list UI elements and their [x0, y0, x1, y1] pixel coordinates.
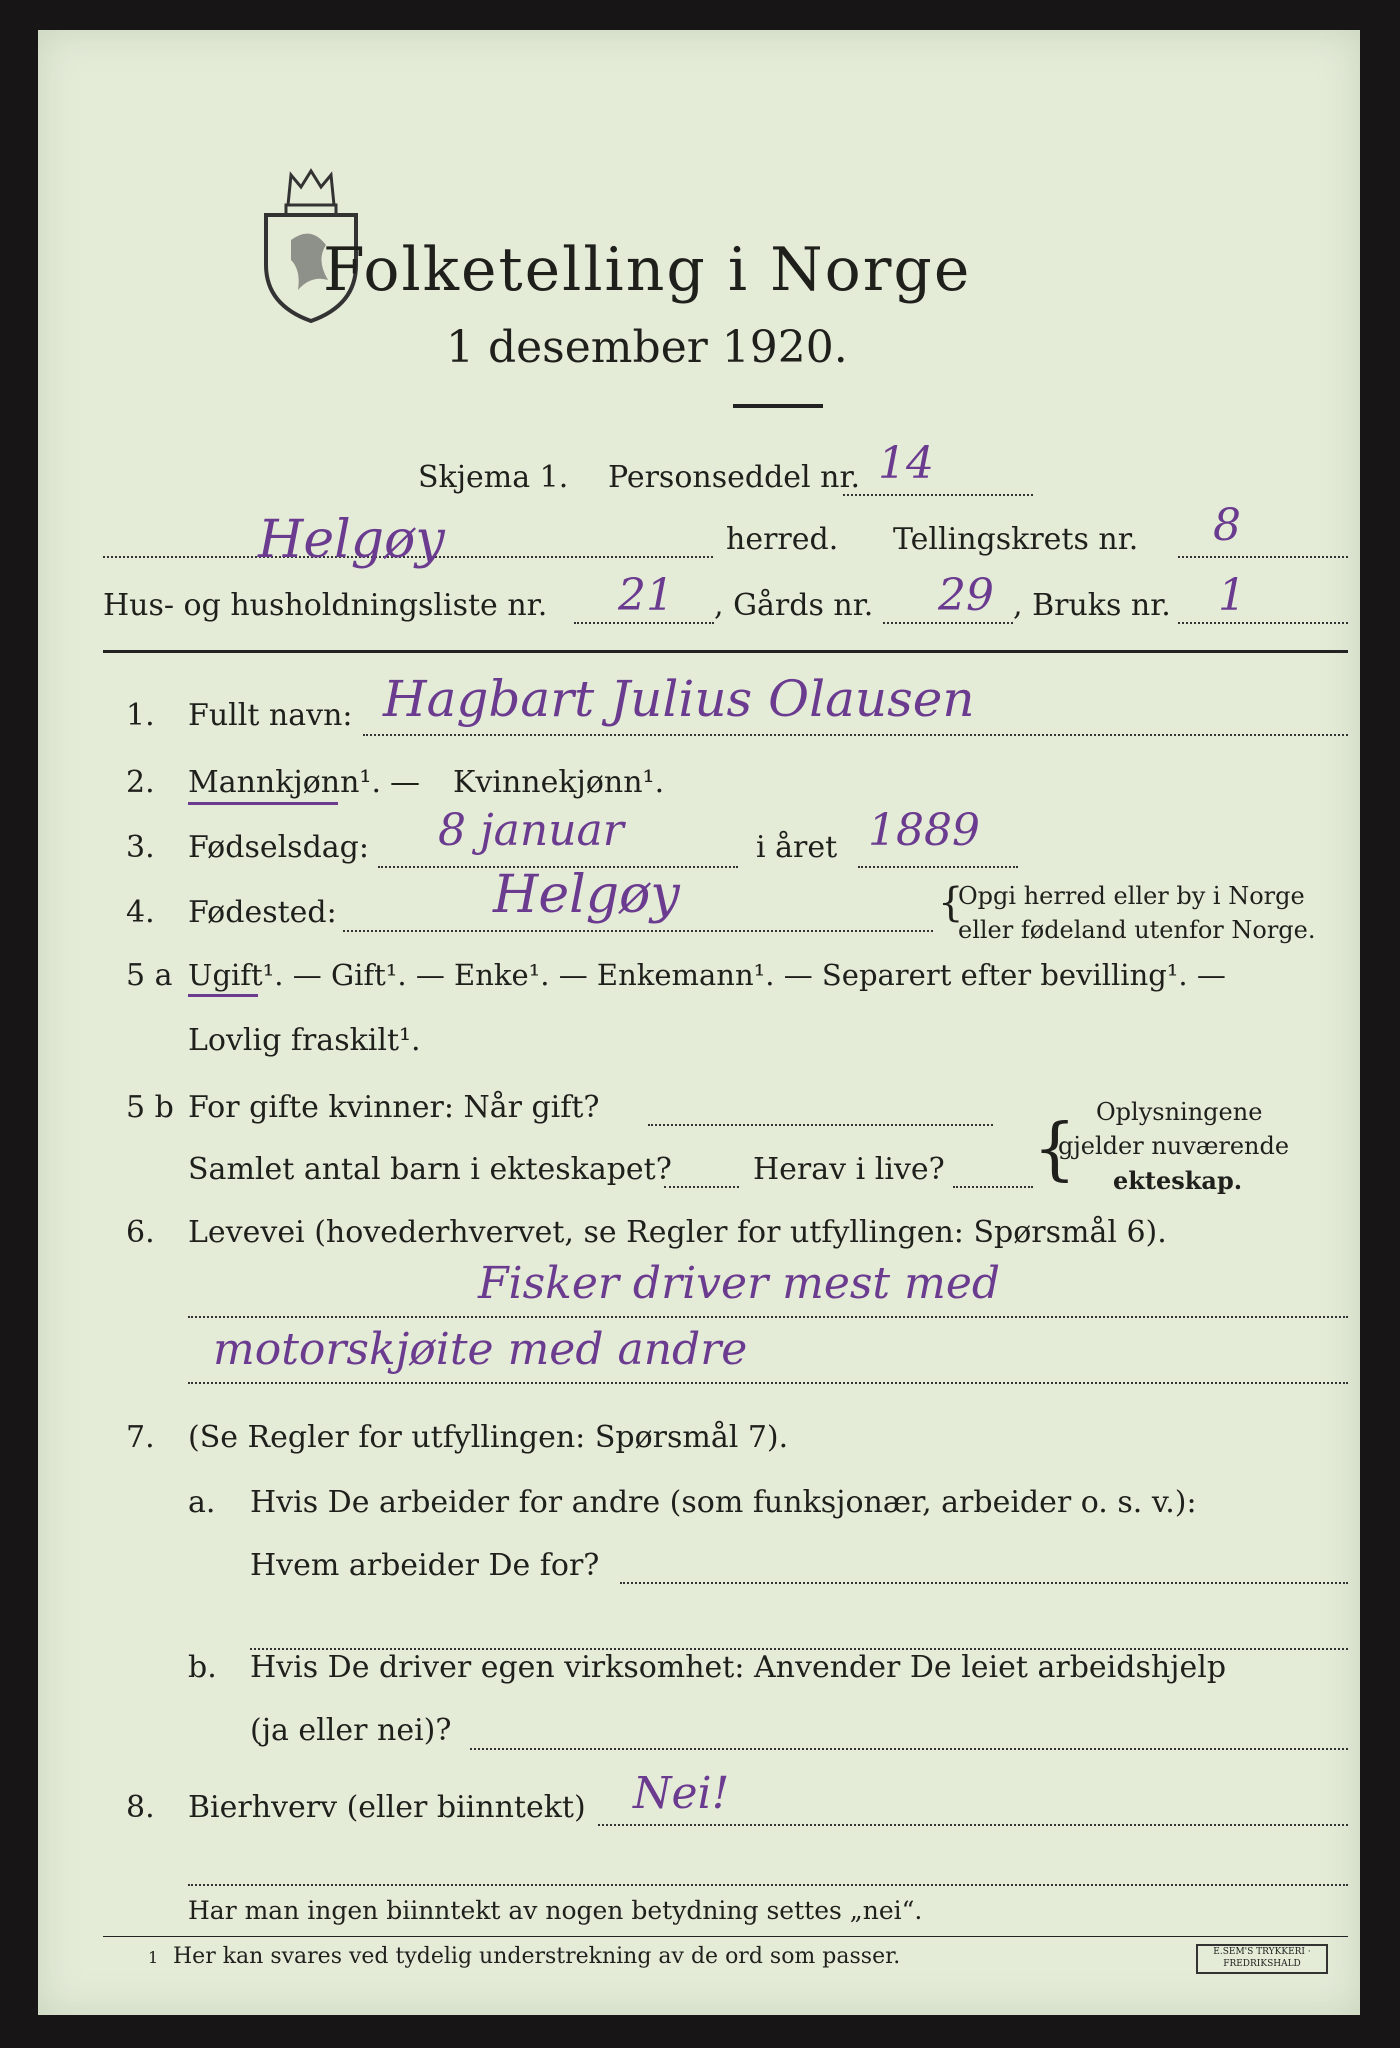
birthplace-value: Helgøy [493, 865, 680, 925]
personseddel-value: 14 [878, 438, 934, 489]
q7-label: (Se Regler for utfyllingen: Spørsmål 7). [188, 1420, 789, 1455]
q4-note-brace: { [938, 880, 964, 926]
q5b-alive-label: Herav i live? [753, 1152, 945, 1187]
married-date-field[interactable] [648, 1124, 993, 1126]
full-name-field[interactable] [363, 734, 1348, 736]
q4-label: Fødested: [188, 895, 337, 930]
q5a-options-cont[interactable]: Lovlig fraskilt¹. [188, 1023, 421, 1058]
q3-label: Fødselsdag: [188, 830, 369, 865]
birthplace-field[interactable] [343, 930, 933, 932]
gards-field[interactable] [883, 622, 1013, 624]
q6-number: 6. [126, 1215, 155, 1250]
q2-number: 2. [126, 765, 155, 800]
q5b-note-brace: { [1033, 1110, 1077, 1189]
q5b-note-line2: gjelder nuværende [1058, 1132, 1290, 1160]
q8-number: 8. [126, 1790, 155, 1825]
footnote-text: Her kan svares ved tydelig understrekning av de ord som passer. [173, 1944, 901, 1969]
tellingskrets-field[interactable] [1178, 556, 1348, 558]
q1-label: Fullt navn: [188, 698, 353, 733]
q2-female-option[interactable]: Kvinnekjønn¹. [453, 765, 665, 800]
children-count-field[interactable] [664, 1186, 739, 1188]
skjema-label: Skjema 1. [418, 460, 569, 495]
q2-male-label: Mannkjønn¹. [188, 765, 381, 800]
q1-number: 1. [126, 698, 155, 733]
q5b-note-line1: Oplysningene [1096, 1098, 1263, 1126]
birthdate-value: 8 januar [438, 805, 624, 856]
q8-note: Har man ingen biinntekt av nogen betydning settes „nei“. [188, 1896, 923, 1925]
side-income-value: Nei! [633, 1768, 730, 1819]
census-form-page [38, 30, 1360, 2015]
hus-value: 21 [618, 570, 674, 621]
full-name-value: Hagbart Julius Olausen [383, 670, 975, 728]
q4-number: 4. [126, 895, 155, 930]
q7b-letter: b. [188, 1650, 217, 1685]
q4-note-line1: Opgi herred eller by i Norge [958, 882, 1305, 910]
hus-label: Hus- og husholdningsliste nr. [103, 588, 548, 623]
children-alive-field[interactable] [953, 1186, 1033, 1188]
hired-help-field[interactable] [470, 1748, 1348, 1750]
side-income-field-line2[interactable] [188, 1884, 1348, 1886]
header-divider [103, 650, 1348, 653]
q2-male-option[interactable] [188, 765, 381, 800]
ugift-underline-mark [188, 994, 258, 997]
q5b-number: 5 b [126, 1090, 174, 1125]
side-income-field[interactable] [598, 1824, 1348, 1826]
tellingskrets-label: Tellingskrets nr. [893, 522, 1139, 557]
q5b-children-label: Samlet antal barn i ekteskapet? [188, 1152, 672, 1187]
q3-year-label: i året [756, 830, 838, 865]
personseddel-label: Personseddel nr. [608, 460, 861, 495]
male-underline-mark [188, 802, 338, 805]
q7b-label2: (ja eller nei)? [250, 1713, 452, 1748]
q7b-label: Hvis De driver egen virksomhet: Anvender De leiet arbeidshjelp [250, 1650, 1227, 1685]
occupation-value-line2: motorskjøite med andre [213, 1324, 748, 1375]
title-divider [733, 404, 823, 408]
tellingskrets-value: 8 [1213, 500, 1241, 551]
q5b-label: For gifte kvinner: Når gift? [188, 1090, 600, 1125]
footnote-marker: 1 [148, 1948, 159, 1967]
q7a-letter: a. [188, 1485, 216, 1520]
occupation-value-line1: Fisker driver mest med [478, 1258, 1001, 1309]
q2-separator: — [390, 765, 420, 800]
birthyear-field[interactable] [858, 866, 1018, 868]
q8-label: Bierhverv (eller biinntekt) [188, 1790, 586, 1825]
birthyear-value: 1889 [868, 805, 980, 856]
personseddel-field[interactable] [843, 494, 1033, 496]
q3-number: 3. [126, 830, 155, 865]
q5b-note-line3: ekteskap. [1113, 1166, 1243, 1195]
census-date: 1 desember 1920. [446, 322, 848, 373]
bruks-label: , Bruks nr. [1013, 588, 1171, 623]
bruks-value: 1 [1218, 570, 1246, 621]
gards-label: , Gårds nr. [714, 588, 874, 623]
q7a-label: Hvis De arbeider for andre (som funksjonær, arbeider o. s. v.): [250, 1485, 1197, 1520]
occupation-field-line2[interactable] [188, 1382, 1348, 1384]
form-title: Folketelling i Norge [323, 235, 972, 305]
herred-value: Helgøy [258, 510, 445, 570]
q5a-number: 5 a [126, 958, 173, 993]
q7-number: 7. [126, 1420, 155, 1455]
q4-note-line2: eller fødeland utenfor Norge. [958, 916, 1316, 944]
occupation-field-line1[interactable] [188, 1316, 1348, 1318]
gards-value: 29 [938, 570, 994, 621]
footnote-divider [103, 1936, 1348, 1937]
q6-label: Levevei (hovederhvervet, se Regler for utfyllingen: Spørsmål 6). [188, 1215, 1167, 1250]
q5a-options[interactable]: Ugift¹. — Gift¹. — Enke¹. — Enkemann¹. — Separert efter bevilling¹. — [188, 958, 1226, 992]
q7a-label2: Hvem arbeider De for? [250, 1548, 600, 1583]
herred-label: herred. [726, 522, 839, 557]
employer-field[interactable] [620, 1582, 1348, 1584]
hus-field[interactable] [574, 622, 714, 624]
printer-stamp: E.SEM'S TRYKKERI · FREDRIKSHALD [1196, 1944, 1328, 1974]
bruks-field[interactable] [1178, 622, 1348, 624]
